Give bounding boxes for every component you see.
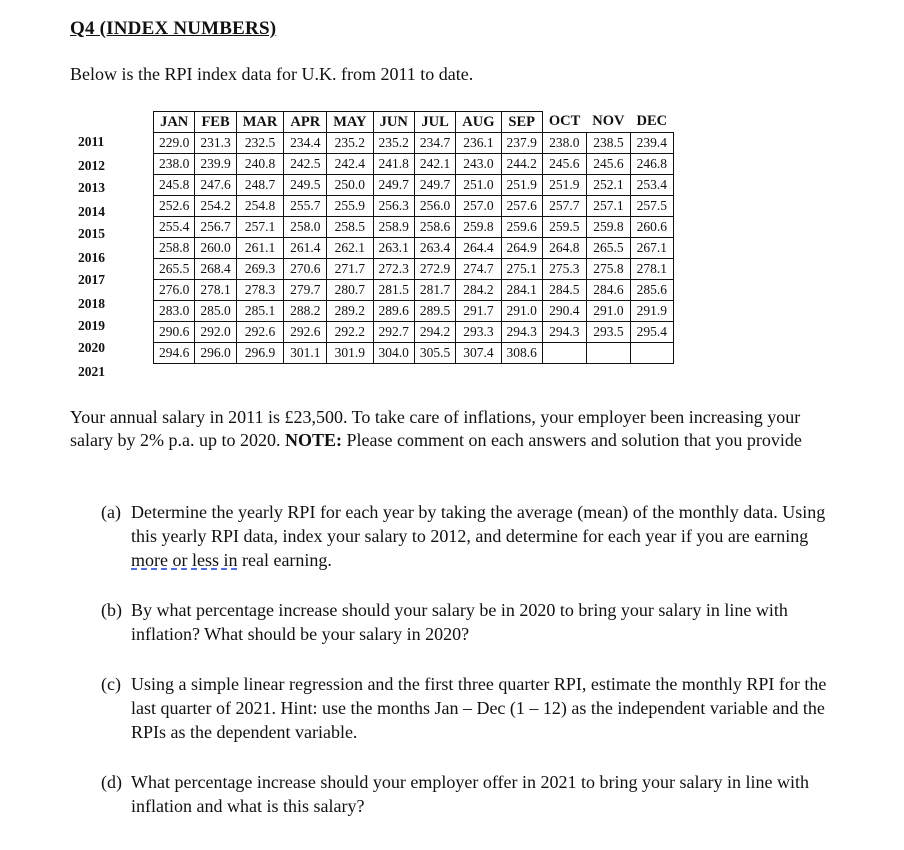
table-row <box>154 154 674 175</box>
rpi-cell: 281.7 <box>414 280 455 301</box>
rpi-cell: 264.8 <box>542 238 586 259</box>
rpi-cell: 301.9 <box>327 343 373 364</box>
year-label: 2016 <box>78 250 105 265</box>
rpi-cell: 285.1 <box>236 301 284 322</box>
rpi-cell: 288.2 <box>284 301 327 322</box>
rpi-cell: 236.1 <box>456 133 501 154</box>
rpi-cell: 256.0 <box>414 196 455 217</box>
rpi-cell: 232.5 <box>236 133 284 154</box>
month-header: SEP <box>501 112 542 133</box>
rpi-cell: 292.6 <box>284 322 327 343</box>
month-header: APR <box>284 112 327 133</box>
rpi-cell: 238.5 <box>586 133 630 154</box>
rpi-cell: 284.5 <box>542 280 586 301</box>
rpi-cell: 255.9 <box>327 196 373 217</box>
rpi-cell: 293.3 <box>456 322 501 343</box>
rpi-cell: 291.0 <box>586 301 630 322</box>
rpi-cell: 242.4 <box>327 154 373 175</box>
rpi-cell: 262.1 <box>327 238 373 259</box>
year-label: 2013 <box>78 180 105 195</box>
rpi-cell: 239.9 <box>195 154 236 175</box>
rpi-cell: 284.6 <box>586 280 630 301</box>
year-label: 2021 <box>78 364 105 379</box>
rpi-cell: 259.6 <box>501 217 542 238</box>
rpi-cell: 272.9 <box>414 259 455 280</box>
rpi-cell: 275.3 <box>542 259 586 280</box>
rpi-cell: 292.0 <box>195 322 236 343</box>
month-header: MAY <box>327 112 373 133</box>
rpi-cell: 242.5 <box>284 154 327 175</box>
rpi-cell: 255.7 <box>284 196 327 217</box>
year-label: 2015 <box>78 226 105 241</box>
rpi-cell: 268.4 <box>195 259 236 280</box>
question-a-text-end: real earning. <box>241 550 332 570</box>
rpi-cell: 260.0 <box>195 238 236 259</box>
rpi-cell: 294.3 <box>542 322 586 343</box>
month-header: MAR <box>236 112 284 133</box>
year-label: 2019 <box>78 318 105 333</box>
rpi-cell: 257.1 <box>586 196 630 217</box>
month-header: NOV <box>592 113 625 130</box>
rpi-cell <box>542 343 586 364</box>
rpi-cell: 259.8 <box>456 217 501 238</box>
rpi-cell: 245.6 <box>586 154 630 175</box>
rpi-cell: 253.4 <box>631 175 674 196</box>
intro-text: Below is the RPI index data for U.K. from 2011 to date. <box>70 64 474 84</box>
rpi-cell: 280.7 <box>327 280 373 301</box>
question-c <box>101 672 841 744</box>
rpi-cell: 238.0 <box>154 154 195 175</box>
rpi-cell: 237.9 <box>501 133 542 154</box>
rpi-cell: 261.1 <box>236 238 284 259</box>
month-header: AUG <box>456 112 501 133</box>
rpi-cell: 235.2 <box>327 133 373 154</box>
rpi-cell: 263.4 <box>414 238 455 259</box>
rpi-cell: 259.8 <box>586 217 630 238</box>
rpi-cell: 257.1 <box>236 217 284 238</box>
salary-paragraph <box>70 406 845 452</box>
rpi-cell: 249.5 <box>284 175 327 196</box>
rpi-cell: 291.7 <box>456 301 501 322</box>
rpi-cell: 296.0 <box>195 343 236 364</box>
question-a-highlight: more or less in <box>131 550 238 570</box>
rpi-table-body <box>154 133 674 364</box>
month-header-row <box>154 112 674 133</box>
question-c-text: Using a simple linear regression and the first three quarter RPI, estimate the monthly RPI for the last quarter of 2021. Hint: use the months Jan – Dec (1 – 12) as the independent variable and the RPIs as the dependent variable. <box>131 674 827 742</box>
note-text: Please comment on each answers and solution that you provide <box>346 430 802 450</box>
rpi-cell: 254.2 <box>195 196 236 217</box>
rpi-cell: 263.1 <box>373 238 414 259</box>
rpi-cell: 278.3 <box>236 280 284 301</box>
rpi-cell: 231.3 <box>195 133 236 154</box>
rpi-cell: 271.7 <box>327 259 373 280</box>
rpi-cell: 304.0 <box>373 343 414 364</box>
rpi-cell <box>586 343 630 364</box>
rpi-cell: 257.7 <box>542 196 586 217</box>
year-label: 2014 <box>78 204 105 219</box>
rpi-cell <box>631 343 674 364</box>
question-d-text: What percentage increase should your employer offer in 2021 to bring your salary in line with inflation and what is this salary? <box>131 772 809 816</box>
rpi-cell: 247.6 <box>195 175 236 196</box>
rpi-cell: 260.6 <box>631 217 674 238</box>
rpi-cell: 256.7 <box>195 217 236 238</box>
rpi-cell: 245.8 <box>154 175 195 196</box>
question-a <box>101 500 841 572</box>
rpi-cell: 256.3 <box>373 196 414 217</box>
rpi-cell: 240.8 <box>236 154 284 175</box>
rpi-cell: 275.8 <box>586 259 630 280</box>
rpi-cell: 274.7 <box>456 259 501 280</box>
rpi-cell: 264.4 <box>456 238 501 259</box>
rpi-cell: 264.9 <box>501 238 542 259</box>
rpi-cell: 294.6 <box>154 343 195 364</box>
table-row <box>154 133 674 154</box>
rpi-cell: 291.0 <box>501 301 542 322</box>
rpi-cell: 235.2 <box>373 133 414 154</box>
table-row <box>154 301 674 322</box>
month-header: DEC <box>636 113 668 130</box>
year-label: 2011 <box>78 134 105 149</box>
rpi-cell: 234.4 <box>284 133 327 154</box>
year-label: 2020 <box>78 340 105 355</box>
rpi-cell: 301.1 <box>284 343 327 364</box>
rpi-cell: 250.0 <box>327 175 373 196</box>
rpi-cell: 258.8 <box>154 238 195 259</box>
rpi-cell: 234.7 <box>414 133 455 154</box>
rpi-cell: 249.7 <box>373 175 414 196</box>
rpi-cell: 245.6 <box>542 154 586 175</box>
rpi-cell: 279.7 <box>284 280 327 301</box>
rpi-cell: 255.4 <box>154 217 195 238</box>
rpi-cell: 307.4 <box>456 343 501 364</box>
rpi-cell: 275.1 <box>501 259 542 280</box>
rpi-cell: 272.3 <box>373 259 414 280</box>
rpi-cell: 296.9 <box>236 343 284 364</box>
rpi-cell: 241.8 <box>373 154 414 175</box>
table-row <box>154 322 674 343</box>
rpi-cell: 239.4 <box>631 133 674 154</box>
question-a-label: (a) <box>101 502 121 522</box>
rpi-cell: 244.2 <box>501 154 542 175</box>
rpi-cell: 278.1 <box>631 259 674 280</box>
rpi-cell: 293.5 <box>586 322 630 343</box>
rpi-cell: 257.5 <box>631 196 674 217</box>
rpi-cell: 248.7 <box>236 175 284 196</box>
rpi-cell: 270.6 <box>284 259 327 280</box>
rpi-cell: 261.4 <box>284 238 327 259</box>
rpi-cell: 294.2 <box>414 322 455 343</box>
rpi-cell: 265.5 <box>154 259 195 280</box>
rpi-cell: 252.6 <box>154 196 195 217</box>
question-a-text: Determine the yearly RPI for each year by taking the average (mean) of the monthly data. Using this yearly RPI data, index your salary to 2012, and determine for each year if you are earning <box>131 502 826 546</box>
rpi-cell: 243.0 <box>456 154 501 175</box>
question-b-text: By what percentage increase should your salary be in 2020 to bring your salary in line with inflation? What should be your salary in 2020? <box>131 600 788 644</box>
rpi-cell: 257.0 <box>456 196 501 217</box>
question-b <box>101 598 841 646</box>
rpi-cell: 258.5 <box>327 217 373 238</box>
rpi-cell: 308.6 <box>501 343 542 364</box>
rpi-cell: 292.7 <box>373 322 414 343</box>
question-c-label: (c) <box>101 674 121 694</box>
rpi-cell: 267.1 <box>631 238 674 259</box>
rpi-cell: 265.5 <box>586 238 630 259</box>
question-b-label: (b) <box>101 600 122 620</box>
year-label: 2018 <box>78 296 105 311</box>
rpi-cell: 278.1 <box>195 280 236 301</box>
rpi-cell: 257.6 <box>501 196 542 217</box>
rpi-cell: 242.1 <box>414 154 455 175</box>
rpi-cell: 292.6 <box>236 322 284 343</box>
year-label: 2017 <box>78 272 105 287</box>
rpi-cell: 246.8 <box>631 154 674 175</box>
month-header: OCT <box>548 113 581 130</box>
rpi-cell: 289.5 <box>414 301 455 322</box>
salary-text: Your annual salary in 2011 is £23,500. To take care of inflations, your employer been increasing your salary by 2% p.a. up to 2020. <box>70 407 801 450</box>
question-heading: Q4 (INDEX NUMBERS) <box>70 18 277 39</box>
month-header: JUN <box>373 112 414 133</box>
rpi-cell: 254.8 <box>236 196 284 217</box>
rpi-cell: 285.0 <box>195 301 236 322</box>
rpi-cell: 294.3 <box>501 322 542 343</box>
rpi-cell: 285.6 <box>631 280 674 301</box>
rpi-cell: 284.2 <box>456 280 501 301</box>
rpi-cell: 259.5 <box>542 217 586 238</box>
rpi-cell: 258.9 <box>373 217 414 238</box>
question-d <box>101 770 841 818</box>
year-label: 2012 <box>78 158 105 173</box>
table-row <box>154 280 674 301</box>
table-row <box>154 238 674 259</box>
rpi-cell: 291.9 <box>631 301 674 322</box>
rpi-cell: 292.2 <box>327 322 373 343</box>
rpi-table <box>153 111 674 364</box>
month-header: JUL <box>414 112 455 133</box>
note-label: NOTE: <box>284 430 342 450</box>
rpi-cell: 258.0 <box>284 217 327 238</box>
rpi-cell: 251.0 <box>456 175 501 196</box>
rpi-cell: 289.2 <box>327 301 373 322</box>
month-header: JAN <box>154 112 195 133</box>
rpi-cell: 252.1 <box>586 175 630 196</box>
table-row <box>154 343 674 364</box>
month-header: FEB <box>195 112 236 133</box>
rpi-cell: 258.6 <box>414 217 455 238</box>
rpi-cell: 238.0 <box>542 133 586 154</box>
table-row <box>154 196 674 217</box>
rpi-cell: 290.4 <box>542 301 586 322</box>
rpi-cell: 290.6 <box>154 322 195 343</box>
rpi-cell: 249.7 <box>414 175 455 196</box>
rpi-cell: 229.0 <box>154 133 195 154</box>
rpi-cell: 283.0 <box>154 301 195 322</box>
rpi-cell: 289.6 <box>373 301 414 322</box>
rpi-cell: 251.9 <box>542 175 586 196</box>
rpi-cell: 281.5 <box>373 280 414 301</box>
rpi-cell: 251.9 <box>501 175 542 196</box>
rpi-cell: 276.0 <box>154 280 195 301</box>
rpi-cell: 295.4 <box>631 322 674 343</box>
rpi-cell: 284.1 <box>501 280 542 301</box>
rpi-cell: 305.5 <box>414 343 455 364</box>
question-d-label: (d) <box>101 772 122 792</box>
table-row <box>154 259 674 280</box>
table-row <box>154 175 674 196</box>
rpi-cell: 269.3 <box>236 259 284 280</box>
table-row <box>154 217 674 238</box>
